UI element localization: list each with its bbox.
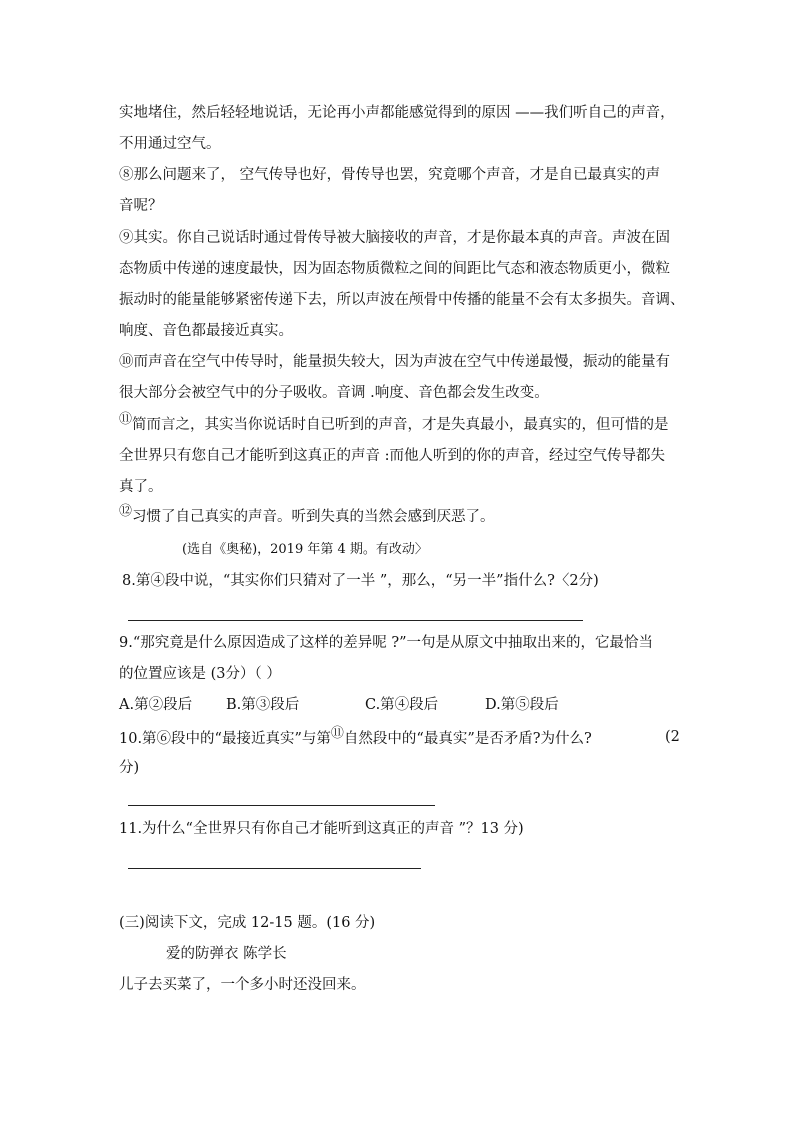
question-9-line-2: 的位置应该是 (3分）（ ） [119,666,281,682]
question-10-marker: ⑪ [330,726,344,741]
source-note: (选自《奥秘)，2019 年第 4 期。有改动〉 [182,542,428,557]
question-10-line-1 [119,727,592,749]
section-3-title-author: 爱的防弹衣 陈学长 [166,946,287,962]
question-11: 11.为什么“全世界只有你自己才能听到这真正的声音 ”？13 分) [119,821,524,837]
paragraph-7-line-2: 不用通过空气。 [119,136,221,152]
paragraph-11-line-1 [119,413,669,435]
question-9-option-c[interactable]: C.第④段后 [365,697,439,713]
question-10-points: (2 [665,729,680,745]
question-9-option-d[interactable]: D.第⑤段后 [485,697,559,713]
section-3-first-line: 儿子去买菜了，一个多小时还没回来。 [119,977,366,993]
paragraph-11-line-2: 全世界只有您自己才能听到这真正的声音 :而他人听到的你的声音，经过空气传导都失 [119,448,665,464]
paragraph-12-text: 习惯了自己真实的声音。听到失真的当然会感到厌恶了。 [132,509,495,525]
paragraph-10-line-2: 很大部分会被空气中的分子吸收。音调 .响度、音色都会发生改变。 [119,385,549,401]
question-10-line-2: 分) [119,760,140,776]
paragraph-11-text: 简而言之，其实当你说话时自已听到的声音，才是失真最小，最真实的，但可惜的是 [132,417,669,433]
paragraph-12-marker: ⑫ [119,504,133,519]
paragraph-12-line-1 [119,505,495,527]
paragraph-8-line-2: 音呢？ [119,198,163,214]
paragraph-9-line-3: 振动时的能量能够紧密传递下去，所以声波在颅骨中传播的能量不会有太多损失。音调、 [119,292,685,308]
question-8: 8.第④段中说，“其实你们只猜对了一半 ”，那么，“另一半”指什么?〈2分) [122,573,599,589]
paragraph-7-line-1: 实地堵住，然后轻轻地说话，无论再小声都能感觉得到的原因 ——我们听自己的声音， [119,105,675,121]
question-9-line-1: 9.“那究竟是什么原因造成了这样的差异呢 ?”一句是从原文中抽取出来的，它最恰当 [119,635,654,651]
paragraph-10-line-1: ⑩而声音在空气中传导时，能量损失较大，因为声波在空气中传递最慢，振动的能量有 [119,354,670,370]
question-9-option-a[interactable]: A.第②段后 [119,697,193,713]
paragraph-9-line-1: ⑨其实。你自己说话时通过骨传导被大脑接收的声音，才是你最本真的声音。声波在固 [119,230,670,246]
question-9-option-b[interactable]: B.第③段后 [226,697,300,713]
question-10-text-part-2: 自然段中的“最真实”是否矛盾?为什么? [343,731,592,747]
paragraph-11-marker: ⑪ [119,412,133,427]
paragraph-11-line-3: 真了。 [119,479,163,495]
question-11-answer-line[interactable] [128,868,421,869]
question-8-answer-line[interactable] [128,620,583,621]
section-3-heading: (三)阅读下文，完成 12-15 题。(16 分) [119,915,376,931]
paragraph-8-line-1: ⑧那么问题来了， 空气传导也好，骨传导也罢，究竟哪个声音，才是自已最真实的声 [119,167,661,183]
paragraph-9-line-2: 态物质中传递的速度最快，因为固态物质微粒之间的间距比气态和液态物质更小，微粒 [119,261,670,277]
question-10-text-part-1: 10.第⑥段中的“最接近真实”与第 [119,731,331,747]
question-10-answer-line[interactable] [128,805,435,806]
paragraph-9-line-4: 响度、音色都最接近真实。 [119,323,293,339]
